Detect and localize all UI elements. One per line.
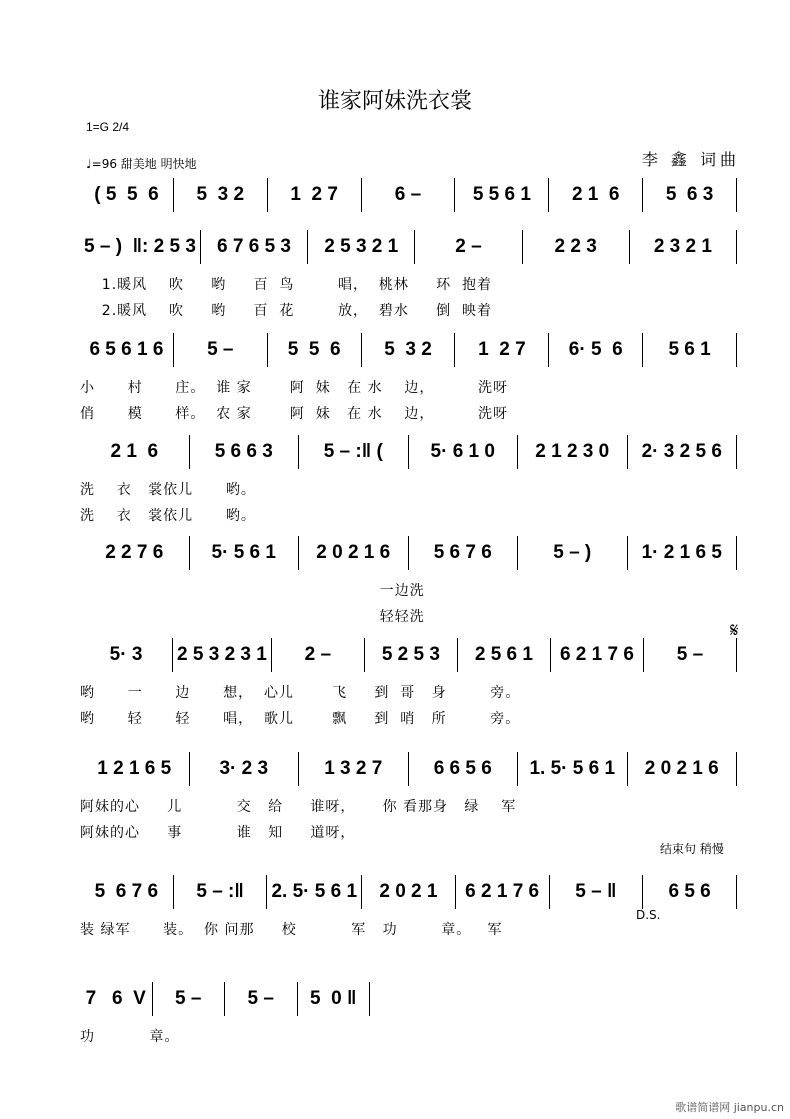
measure: 2 3 2 1	[630, 230, 737, 264]
measure: 5 6 7 6	[409, 536, 519, 570]
measure: 5 6 3	[643, 178, 737, 212]
measure: 5 –	[644, 638, 737, 672]
measure: 6· 5 6	[549, 333, 643, 367]
lyric-line: 装 绿军 装。 你 问那 校 军 功 章。 军	[80, 922, 503, 938]
measure: 5 –	[153, 982, 226, 1016]
measure: 6 2 1 7 6	[456, 875, 550, 909]
measure: 1 3 2 7	[299, 752, 409, 786]
measure: 5 –	[225, 982, 298, 1016]
measure: 5 – ‖	[550, 875, 644, 909]
lyric-line: 小 村 庄。 谁 家 阿 妹 在 水 边， 洗呀	[80, 380, 509, 396]
measure: 2 5 6 1	[458, 638, 551, 672]
measure: 2 1 6	[549, 178, 643, 212]
ending-note: 结束句 稍慢	[660, 842, 724, 856]
staff-system	[80, 536, 737, 570]
measure: 3· 2 3	[190, 752, 300, 786]
measure: 5 – :‖	[174, 875, 268, 909]
staff-system	[80, 638, 737, 672]
measure: 7 6 V	[80, 982, 153, 1016]
measure: 2 0 2 1	[362, 875, 456, 909]
measure: 5 0 ‖	[298, 982, 371, 1016]
staff-system	[80, 435, 737, 469]
lyric-line: 一边洗	[80, 583, 425, 599]
staff-system	[80, 982, 370, 1016]
lyric-line: 2.暖风 吹 哟 百 花 放， 碧水 倒 映着	[80, 303, 493, 319]
watermark: 歌谱简谱网 jianpu.cn	[675, 1101, 784, 1114]
lyric-line: 俏 模 样。 农 家 阿 妹 在 水 边， 洗呀	[80, 406, 509, 422]
measure: 5 – :‖ (	[299, 435, 409, 469]
composer: 李 鑫 词曲	[641, 150, 740, 169]
measure: 5· 5 6 1	[190, 536, 300, 570]
lyric-line: 轻轻洗	[80, 609, 425, 625]
measure: 1 2 7	[268, 178, 362, 212]
measure: 2· 3 2 5 6	[628, 435, 738, 469]
lyric-line: 功 章。	[80, 1029, 180, 1045]
staff-system	[80, 333, 737, 367]
song-title: 谁家阿妹洗衣裳	[317, 89, 472, 114]
measure: 6 2 1 7 6	[551, 638, 644, 672]
measure: 2 5 3 2 3 1	[173, 638, 272, 672]
lyric-line: 洗 衣 裳依儿 哟。	[80, 508, 256, 524]
measure: 5 5 6	[268, 333, 362, 367]
measure: 1 2 7	[455, 333, 549, 367]
measure: 5 –	[174, 333, 268, 367]
measure: 5 6 1	[643, 333, 737, 367]
lyric-line: 阿妹的心 事 谁 知 道呀，	[80, 825, 356, 841]
measure: 2. 5· 5 6 1	[267, 875, 362, 909]
measure: 5 2 5 3	[365, 638, 458, 672]
key-signature: 1=G 2/4	[86, 120, 130, 134]
lyric-line: 哟 轻 轻 唱， 歌儿 飘 到 哨 所 旁。	[80, 711, 521, 727]
lyric-line: 1.暖风 吹 哟 百 鸟 唱， 桃林 环 抱着	[80, 277, 493, 293]
measure: 6 –	[362, 178, 456, 212]
measure: 2 –	[272, 638, 365, 672]
measure: ( 5 5 6	[80, 178, 174, 212]
measure: 2 2 3	[523, 230, 630, 264]
measure: 6 7 6 5 3	[201, 230, 308, 264]
measure: 5· 6 1 0	[409, 435, 519, 469]
measure: 2 –	[415, 230, 522, 264]
lyric-line: 洗 衣 裳依儿 哟。	[80, 482, 256, 498]
measure: 5· 3	[80, 638, 173, 672]
measure: 6 5 6	[643, 875, 737, 909]
staff-system	[80, 178, 737, 212]
measure: 2 1 6	[80, 435, 190, 469]
measure: 5 – ) ‖: 2 5 3	[80, 230, 201, 264]
staff-system	[80, 875, 737, 909]
lyric-line: 阿妹的心 儿 交 给 谁呀， 你 看那身 绿 军	[80, 799, 517, 815]
measure: 5 – )	[518, 536, 628, 570]
measure: 5 3 2	[362, 333, 456, 367]
measure: 5 3 2	[174, 178, 268, 212]
staff-system	[80, 752, 737, 786]
measure: 5 6 7 6	[80, 875, 174, 909]
tempo-marking: ♩=96 甜美地 明快地	[86, 157, 197, 171]
segno-icon: 𝄋	[730, 618, 739, 642]
staff-system	[80, 230, 737, 264]
measure: 5 5 6 1	[455, 178, 549, 212]
measure: 5 6 6 3	[190, 435, 300, 469]
ds-marking: D.S.	[636, 908, 661, 922]
measure: 1· 2 1 6 5	[628, 536, 738, 570]
measure: 2 5 3 2 1	[308, 230, 415, 264]
measure: 1. 5· 5 6 1	[518, 752, 628, 786]
measure: 6 5 6 1 6	[80, 333, 174, 367]
measure: 2 0 2 1 6	[299, 536, 409, 570]
lyric-line: 哟 一 边 想， 心儿 飞 到 哥 身 旁。	[80, 685, 521, 701]
measure: 6 6 5 6	[409, 752, 519, 786]
measure: 1 2 1 6 5	[80, 752, 190, 786]
measure: 2 0 2 1 6	[628, 752, 738, 786]
measure: 2 1 2 3 0	[518, 435, 628, 469]
measure: 2 2 7 6	[80, 536, 190, 570]
